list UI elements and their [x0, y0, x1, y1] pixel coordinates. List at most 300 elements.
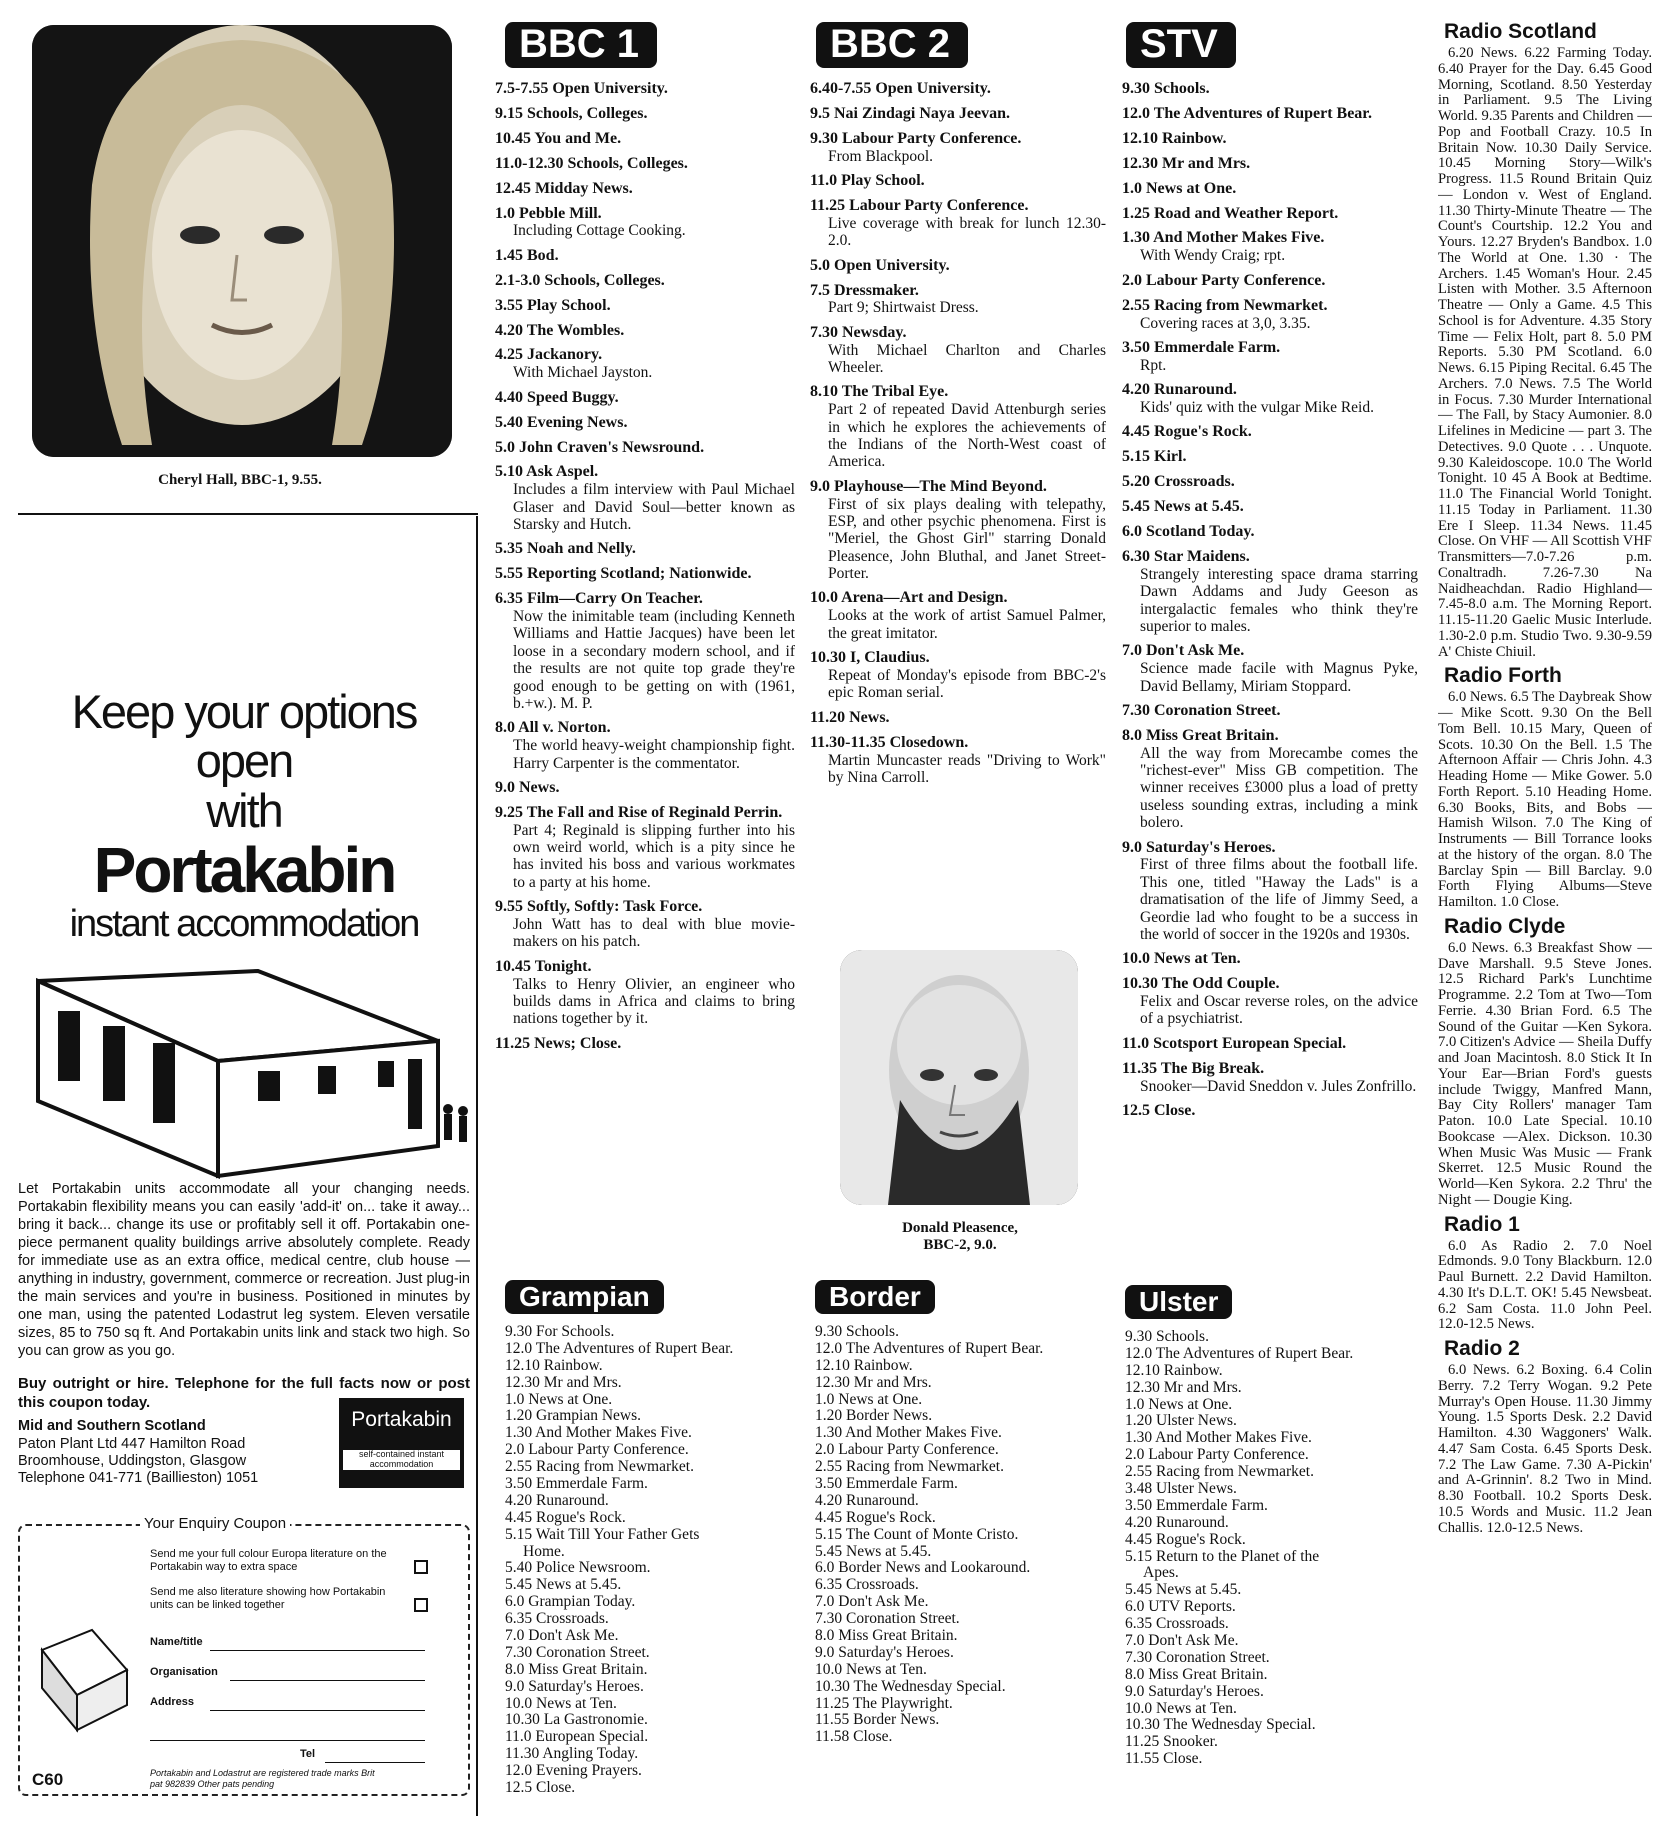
- programme-description: John Watt has to deal with blue movie-makers on his patch.: [513, 916, 795, 951]
- programme-title: 4.25 Jackanory.: [495, 346, 603, 364]
- ulster-line: 7.30 Coronation Street.: [1125, 1648, 1270, 1666]
- bbc1-programme: [495, 565, 795, 583]
- bbc1-programme: [495, 463, 795, 533]
- programme-description: Part 2 of repeated David Attenburgh series in which he explores the achievements of the Indians of the North-West coast of America.: [828, 401, 1106, 471]
- programme-title: 6.40-7.55 Open University.: [810, 80, 991, 97]
- stv-listings: [1122, 80, 1418, 1120]
- bbc1-programme: [495, 105, 795, 123]
- coupon-title: Your Enquiry Coupon: [140, 1515, 290, 1532]
- programme-description: Repeat of Monday's episode from BBC-2's epic Roman serial.: [828, 666, 1106, 702]
- border-line: 8.0 Miss Great Britain.: [815, 1627, 958, 1645]
- grampian-line: 8.0 Miss Great Britain.: [505, 1660, 648, 1678]
- programme-title: 2.0 Labour Party Conference.: [1122, 271, 1326, 289]
- bbc1-programme: [495, 439, 795, 457]
- ulster-line: 4.45 Rogue's Rock.: [1125, 1530, 1246, 1548]
- programme-title: 6.30 Star Maidens.: [1122, 547, 1250, 565]
- coupon-organisation-field[interactable]: [230, 1680, 425, 1681]
- border-line: 2.0 Labour Party Conference.: [815, 1441, 999, 1459]
- programme-description: Looks at the work of artist Samuel Palmer, the great imitator.: [828, 607, 1106, 642]
- ulster-line: 1.30 And Mother Makes Five.: [1125, 1429, 1312, 1447]
- grampian-line: 11.0 European Special.: [505, 1728, 649, 1746]
- divider: [18, 513, 478, 515]
- radio-column: [1438, 16, 1652, 1816]
- divider-vertical: [476, 516, 478, 1816]
- ulster-line: 10.30 The Wednesday Special.: [1125, 1716, 1316, 1734]
- radio-station-schedule: 6.0 As Radio 2. 7.0 Noel Edmonds. 9.0 Tony Blackburn. 12.0 Paul Burnett. 2.2 David Hamilton. 4.30 It's D.L.T. OK! 5.45 Newsbeat. 6.2 Sam Costa. 11.0 John Peel. 12.0-12.5 News.: [1438, 1237, 1652, 1333]
- ulster-line: 5.15 Return to the Planet of the: [1125, 1547, 1320, 1565]
- stv-programme: [1122, 105, 1418, 123]
- ulster-line: 5.45 News at 5.45.: [1125, 1581, 1242, 1599]
- coupon-option-1: Send me your full colour Europa literature on the Portakabin way to extra space: [150, 1548, 387, 1574]
- stv-programme: [1122, 473, 1418, 491]
- grampian-line: 5.15 Wait Till Your Father Gets: [505, 1525, 700, 1543]
- bbc1-programme: [495, 80, 795, 98]
- programme-title: 11.0 Play School.: [810, 172, 925, 190]
- border-line: 6.35 Crossroads.: [815, 1576, 919, 1594]
- programme-title: 10.45 Tonight.: [495, 957, 592, 975]
- programme-title: 8.0 Miss Great Britain.: [1122, 726, 1279, 744]
- radio-station-schedule: 6.0 News. 6.3 Breakfast Show — Dave Marshall. 9.5 Steve Jones. 12.5 Richard Park's Lunchtime Programme. 2.2 Tom at Two—Tom Ferrie. 4.30 Brian Ford. 6.5 The Sound of the Guitar —Ken Sykora. 7.0 Citizen's Advice — Sheila Duffy and Joan Macintosh. 8.0 Stick It In Your Ear—Brian Ford's guests include Twiggy, Manfred Mann, Bay City Rollers' manager Tam Paton. 10.0 Late Special. 10.10 Bookcase —Alex. Dickson. 10.30 When Music Was Music — Frank Skerret. 12.5 Music Round the World—Ken Sykora. 2.2 Thru' the Night — Dougie King.: [1438, 939, 1652, 1208]
- programme-title: 8.0 All v. Norton.: [495, 719, 611, 737]
- programme-title: 12.5 Close.: [1122, 1101, 1196, 1119]
- border-line: 4.45 Rogue's Rock.: [815, 1508, 936, 1526]
- bbc2-programme: [810, 709, 1106, 727]
- bbc1-programme: [495, 779, 795, 797]
- border-line: 9.30 Schools.: [815, 1323, 899, 1340]
- ulster-line: 12.0 The Adventures of Rupert Bear.: [1125, 1344, 1354, 1362]
- programme-title: 9.55 Softly, Softly: Task Force.: [495, 898, 703, 916]
- programme-title: 11.25 Labour Party Conference.: [810, 196, 1029, 214]
- ad-headline-with: with: [206, 783, 282, 837]
- programme-title: 1.30 And Mother Makes Five.: [1122, 229, 1325, 247]
- programme-description: With Wendy Craig; rpt.: [1140, 247, 1286, 265]
- border-listings: [815, 1324, 1105, 1746]
- programme-title: 3.50 Emmerdale Farm.: [1122, 338, 1281, 356]
- stv-programme: [1122, 1102, 1418, 1120]
- programme-title: 12.10 Rainbow.: [1122, 129, 1227, 147]
- stv-programme: [1122, 448, 1418, 466]
- programme-description: Live coverage with break for lunch 12.30-2.0.: [828, 214, 1106, 250]
- coupon-option-2: Send me also literature showing how Portakabin units can be linked together: [150, 1586, 386, 1612]
- programme-description: With Michael Charlton and Charles Wheeler.: [828, 341, 1106, 377]
- programme-description: First of six plays dealing with telepathy, ESP, and other psychic phenomena. First is "Meriel, the Ghost Girl" starring Donald Pleasence, John Bluthal, and Janet Street-Porter.: [828, 495, 1106, 583]
- grampian-line: 12.5 Close.: [505, 1779, 576, 1797]
- programme-title: 4.20 Runaround.: [1122, 381, 1237, 399]
- border-line: 11.58 Close.: [815, 1728, 893, 1746]
- grampian-line: 7.0 Don't Ask Me.: [505, 1627, 619, 1645]
- ad-tagline: instant accommodation: [69, 903, 419, 946]
- radio-station-schedule: 6.0 News. 6.5 The Daybreak Show — Mike Scott. 9.30 On the Bell Tom Bell. 10.15 Mary, Queen of Scots. 10.30 On the Bell. 1.5 The Afternoon Affair — Chris John. 4.3 Heading Home — Mike Gower. 5.0 Forth Report. 5.10 Heading Home. 6.30 Books, Bits, and Bobs —Hamish Wilson. 7.0 The King of Instruments — Bill Torrance looks at the history of the organ. 8.0 The Barclay Spin — Bill Barclay. 9.0 Forth Flying Albums—Steve Hamilton. 1.0 Close.: [1438, 689, 1652, 910]
- ulster-line: 12.30 Mr and Mrs.: [1125, 1378, 1242, 1396]
- grampian-line: 6.0 Grampian Today.: [505, 1593, 636, 1611]
- ad-brand: Portakabin: [93, 834, 395, 907]
- coupon-name-label: Name/title: [150, 1636, 203, 1649]
- border-line: 11.55 Border News.: [815, 1711, 940, 1729]
- stv-programme: [1122, 702, 1418, 720]
- grampian-line: 2.0 Labour Party Conference.: [505, 1441, 689, 1459]
- programme-title: 5.45 News at 5.45.: [1122, 498, 1244, 516]
- grampian-line: 3.50 Emmerdale Farm.: [505, 1475, 648, 1493]
- border-line: 4.20 Runaround.: [815, 1491, 919, 1509]
- cheryl-hall-photo: [32, 25, 452, 457]
- programme-title: 11.30-11.35 Closedown.: [810, 733, 969, 751]
- bbc1-programme: [495, 898, 795, 951]
- grampian-line: 4.20 Runaround.: [505, 1491, 609, 1509]
- programme-title: 2.55 Racing from Newmarket.: [1122, 296, 1328, 314]
- bbc2-programme: [810, 589, 1106, 642]
- bbc2-programme: [810, 383, 1106, 470]
- bbc1-programme: [495, 155, 795, 173]
- ulster-line: 3.50 Emmerdale Farm.: [1125, 1496, 1268, 1514]
- coupon-checkbox-1[interactable]: [414, 1560, 428, 1574]
- programme-title: 11.35 The Big Break.: [1122, 1059, 1265, 1077]
- programme-title: 9.0 Saturday's Heroes.: [1122, 838, 1276, 856]
- bbc1-programme: [495, 346, 795, 381]
- stv-programme: [1122, 498, 1418, 516]
- programme-title: 1.0 News at One.: [1122, 179, 1237, 197]
- bbc2-listings: [810, 80, 1106, 786]
- bbc1-programme: [495, 1035, 795, 1053]
- programme-description: Martin Muncaster reads "Driving to Work" by Nina Carroll.: [828, 751, 1106, 786]
- bbc1-programme: [495, 322, 795, 340]
- ad-address-2: Paton Plant Ltd 447 Hamilton Road: [18, 1435, 246, 1452]
- border-line: 7.0 Don't Ask Me.: [815, 1593, 929, 1611]
- programme-title: 8.10 The Tribal Eye.: [810, 383, 949, 401]
- bbc1-programme: [495, 389, 795, 407]
- programme-description: Covering races at 3,0, 3.35.: [1140, 314, 1311, 332]
- grampian-line: 7.30 Coronation Street.: [505, 1643, 650, 1661]
- photo2-caption-line1: Donald Pleasence,: [902, 1220, 1018, 1236]
- stv-programme: [1122, 297, 1418, 332]
- programme-title: 10.45 You and Me.: [495, 129, 622, 147]
- grampian-line: 1.0 News at One.: [505, 1390, 613, 1408]
- border-line: 10.0 News at Ten.: [815, 1660, 927, 1678]
- stv-programme: [1122, 381, 1418, 416]
- programme-title: 1.25 Road and Weather Report.: [1122, 204, 1339, 222]
- bbc1-programme: [495, 804, 795, 891]
- grampian-header: Grampian: [505, 1280, 664, 1314]
- grampian-line: 12.30 Mr and Mrs.: [505, 1373, 622, 1391]
- radio-station-schedule: 6.20 News. 6.22 Farming Today. 6.40 Prayer for the Day. 6.45 Good Morning, Scotland. 8.50 Yesterday in Parliament. 9.5 The Living World. 9.35 Parents and Children — Pop and Football Crazy. 10.5 In Britain Now. 10.30 Daily Service. 10.45 Morning Story—Wilk's Progress. 11.5 Round Britain Quiz — London v. West of England. 11.30 Thirty-Minute Theatre — The Count's Courtship. 12.2 You and Yours. 12.27 Bryden's Bandbox. 1.0 The World at One. 1.30 · The Archers. 1.45 Woman's Hour. 2.45 Listen with Mother. 3.5 Afternoon Theatre — Only a Game. 4.5 This School is for Adventure. 4.35 Story Time — Felix Holt, part 8. 5.0 PM Reports. 5.30 PM Scotland. 6.0 News. 6.15 Piping Recital. 6.45 The Archers. 7.0 News. 7.5 The World in Focus. 7.30 Murder International — The Fall, by Stacy Aumonier. 8.0 Lifelines in Medicine — part 3. The Detectives. 9.0 Quote . . . Unquote. 9.30 Kaleidoscope. 10.0 The World Tonight. 10 45 A Book at Bedtime. 11.0 The Financial World Tonight. 11.15 Today in Parliament. 11.30 Ere I Sleep. 11.34 News. 11.45 Close. On VHF — All Scottish VHF Transmitters—7.0-7.26 p.m. Conaltradh. 7.26-7.30 Na Naidheachdan. Radio Highland—7.45-8.0 a.m. The Morning Report. 11.15-11.20 Gaelic Music Interlude. 1.30-2.0 p.m. Studio Two. 9.30-9.59 A' Chiste Chiuil.: [1438, 45, 1652, 660]
- stv-programme: [1122, 839, 1418, 944]
- border-line: 10.30 The Wednesday Special.: [815, 1677, 1006, 1695]
- stv-programme: [1122, 423, 1418, 441]
- stv-programme: [1122, 205, 1418, 223]
- ulster-line: 2.55 Racing from Newmarket.: [1125, 1463, 1314, 1481]
- coupon-checkbox-2[interactable]: [414, 1598, 428, 1612]
- border-line: 1.20 Border News.: [815, 1407, 933, 1425]
- border-line: 7.30 Coronation Street.: [815, 1610, 960, 1628]
- coupon-illustration: [32, 1610, 132, 1760]
- bbc1-programme: [495, 958, 795, 1028]
- grampian-line: 10.0 News at Ten.: [505, 1694, 617, 1712]
- grampian-line: 10.30 La Gastronomie.: [505, 1711, 648, 1729]
- bbc2-programme: [810, 324, 1106, 377]
- grampian-line: 1.30 And Mother Makes Five.: [505, 1424, 692, 1442]
- coupon-tel-field[interactable]: [325, 1762, 425, 1763]
- bbc1-column: [495, 22, 795, 1262]
- ulster-line: 11.25 Snooker.: [1125, 1733, 1218, 1751]
- grampian-line: 5.40 Police Newsroom.: [505, 1559, 651, 1577]
- programme-title: 9.15 Schools, Colleges.: [495, 104, 648, 122]
- ad-cta: Buy outright or hire. Telephone for the full facts now or post this coupon today.: [18, 1375, 470, 1411]
- programme-title: 5.20 Crossroads.: [1122, 473, 1235, 491]
- programme-title: 4.45 Rogue's Rock.: [1122, 423, 1252, 441]
- ulster-line: 3.48 Ulster News.: [1125, 1480, 1237, 1498]
- programme-title: 4.40 Speed Buggy.: [495, 388, 619, 406]
- bbc2-column: [810, 22, 1106, 922]
- programme-title: 9.0 News.: [495, 778, 560, 796]
- border-line: 12.10 Rainbow.: [815, 1356, 913, 1374]
- stv-programme: [1122, 523, 1418, 541]
- border-line: 1.30 And Mother Makes Five.: [815, 1424, 1002, 1442]
- portakabin-illustration: [18, 951, 470, 1181]
- programme-title: 5.10 Ask Aspel.: [495, 463, 599, 481]
- programme-description: Rpt.: [1140, 356, 1167, 374]
- programme-description: Now the inimitable team (including Kenneth Williams and Hattie Jacques) have been let loose in a secondary modern school, and if the results are not quite top grade they're good enough to be getting on with (1961, b.+w.). M. P.: [513, 608, 795, 712]
- stv-programme: [1122, 130, 1418, 148]
- programme-title: 9.0 Playhouse—The Mind Beyond.: [810, 477, 1047, 495]
- border-line: 2.55 Racing from Newmarket.: [815, 1458, 1004, 1476]
- programme-title: 10.0 News at Ten.: [1122, 950, 1241, 968]
- radio-station-title: Radio 1: [1444, 1212, 1520, 1236]
- programme-description: Snooker—David Sneddon v. Jules Zonfrillo.: [1140, 1077, 1417, 1095]
- bbc1-programme: [495, 247, 795, 265]
- stv-header: STV: [1126, 22, 1236, 68]
- radio-station-title: Radio Clyde: [1444, 914, 1566, 938]
- ad-contact: [18, 1408, 470, 1510]
- coupon-address-field-2[interactable]: [150, 1740, 425, 1741]
- logo-sub: self-contained instant accommodation: [343, 1450, 460, 1470]
- stv-programme: [1122, 80, 1418, 98]
- programme-description: From Blackpool.: [828, 147, 934, 165]
- coupon-address-label: Address: [150, 1696, 195, 1709]
- programme-title: 11.20 News.: [810, 708, 890, 726]
- ulster-line: 2.0 Labour Party Conference.: [1125, 1446, 1309, 1464]
- coupon-organisation-label: Organisation: [150, 1666, 218, 1679]
- enquiry-coupon: [18, 1515, 470, 1796]
- programme-title: 3.55 Play School.: [495, 296, 611, 314]
- grampian-line: Home.: [523, 1542, 565, 1560]
- programme-description: Part 4; Reginald is slipping further into his own weird world, which is a pity since he has invited his boss and various workmates to a party at his home.: [513, 821, 795, 891]
- ulster-line: 1.0 News at One.: [1125, 1395, 1233, 1413]
- photo2-caption: [830, 1220, 1090, 1255]
- ulster-line: 4.20 Runaround.: [1125, 1513, 1229, 1531]
- bbc1-programme: [495, 205, 795, 240]
- border-column: [815, 1280, 1105, 1810]
- programme-title: 5.0 John Craven's Newsround.: [495, 438, 705, 456]
- programme-description: Including Cottage Cooking.: [513, 222, 686, 240]
- ulster-line: 9.30 Schools.: [1125, 1328, 1209, 1345]
- programme-description: All the way from Morecambe comes the "richest-ever" Miss GB competition. The winner receives £3000 plus a load of pretty useless sounding extras, including a mink bolero.: [1140, 744, 1418, 832]
- programme-title: 7.30 Newsday.: [810, 323, 907, 341]
- bbc1-programme: [495, 719, 795, 772]
- programme-description: The world heavy-weight championship fight. Harry Carpenter is the commentator.: [513, 737, 795, 772]
- ad-body: Let Portakabin units accommodate all your changing needs. Portakabin flexibility means you can easily 'add-it' on... take it away... bring it back... change its use or profitably sell it off. Portakabin one-piece permanent quality buildings arrive absolutely complete. Ready for immediate use as an extra office, medical centre, club house — anything in industry, government, commerce or recreation. Just plug-in the main services and you're in business. Positioned in minutes by one man, using the patented Lodastrut leg system. Eleven versatile sizes, 85 to 750 sq ft. And Portakabin units link and stack two high. So you can grow as you go.: [18, 1181, 470, 1360]
- programme-title: 12.0 The Adventures of Rupert Bear.: [1122, 104, 1372, 122]
- programme-title: 7.5-7.55 Open University.: [495, 80, 668, 97]
- grampian-line: 1.20 Grampian News.: [505, 1407, 642, 1425]
- ulster-line: 7.0 Don't Ask Me.: [1125, 1632, 1239, 1650]
- ulster-listings: [1125, 1329, 1420, 1768]
- bbc2-header: BBC 2: [816, 22, 968, 68]
- programme-title: 6.35 Film—Carry On Teacher.: [495, 590, 703, 608]
- ulster-line: 6.35 Crossroads.: [1125, 1615, 1229, 1633]
- portakabin-advert: [18, 517, 470, 1813]
- programme-title: 1.45 Bod.: [495, 246, 559, 264]
- bbc2-programme: [810, 80, 1106, 98]
- programme-title: 5.55 Reporting Scotland; Nationwide.: [495, 565, 752, 583]
- photo-caption: Cheryl Hall, BBC-1, 9.55.: [158, 472, 322, 488]
- grampian-line: 6.35 Crossroads.: [505, 1610, 609, 1628]
- border-line: 5.45 News at 5.45.: [815, 1542, 932, 1560]
- programme-title: 2.1-3.0 Schools, Colleges.: [495, 271, 665, 289]
- ulster-line: 6.0 UTV Reports.: [1125, 1598, 1236, 1616]
- stv-programme: [1122, 642, 1418, 695]
- stv-programme: [1122, 548, 1418, 635]
- programme-title: 12.30 Mr and Mrs.: [1122, 154, 1251, 172]
- ad-headline: Keep your options open: [71, 685, 417, 788]
- ulster-header: Ulster: [1125, 1285, 1232, 1319]
- bbc1-header: BBC 1: [505, 22, 657, 68]
- border-line: 1.0 News at One.: [815, 1390, 923, 1408]
- coupon-name-field[interactable]: [210, 1650, 425, 1651]
- stv-programme: [1122, 155, 1418, 173]
- programme-title: 9.30 Schools.: [1122, 80, 1210, 97]
- bbc1-programme: [495, 297, 795, 315]
- bbc1-programme: [495, 180, 795, 198]
- programme-title: 5.40 Evening News.: [495, 413, 628, 431]
- bbc2-programme: [810, 172, 1106, 190]
- photo2-caption-line2: BBC-2, 9.0.: [923, 1237, 997, 1254]
- grampian-line: 2.55 Racing from Newmarket.: [505, 1458, 694, 1476]
- ad-address-1: Mid and Southern Scotland: [18, 1418, 206, 1435]
- bbc2-programme: [810, 649, 1106, 702]
- programme-title: 9.25 The Fall and Rise of Reginald Perrin.: [495, 803, 783, 821]
- programme-title: 5.0 Open University.: [810, 256, 950, 274]
- grampian-line: 9.30 For Schools.: [505, 1323, 615, 1340]
- programme-description: Part 9; Shirtwaist Dress.: [828, 299, 979, 317]
- grampian-listings: [505, 1324, 795, 1797]
- grampian-line: 12.0 The Adventures of Rupert Bear.: [505, 1339, 734, 1357]
- border-line: 9.0 Saturday's Heroes.: [815, 1643, 954, 1661]
- stv-programme: [1122, 229, 1418, 264]
- programme-description: Science made facile with Magnus Pyke, David Bellamy, Miriam Stoppard.: [1140, 660, 1418, 695]
- programme-title: 5.35 Noah and Nelly.: [495, 540, 636, 558]
- programme-title: 10.30 The Odd Couple.: [1122, 975, 1280, 993]
- left-column: [0, 0, 478, 1822]
- stv-programme: [1122, 727, 1418, 832]
- bbc1-programme: [495, 590, 795, 712]
- programme-description: Includes a film interview with Paul Michael Glaser and David Soul—better known as Starsky and Hutch.: [513, 481, 795, 534]
- programme-description: Kids' quiz with the vulgar Mike Reid.: [1140, 399, 1374, 417]
- border-line: 12.0 The Adventures of Rupert Bear.: [815, 1339, 1044, 1357]
- programme-title: 6.0 Scotland Today.: [1122, 523, 1255, 541]
- coupon-tel-label: Tel: [300, 1748, 316, 1761]
- programme-title: 9.5 Nai Zindagi Naya Jeevan.: [810, 104, 1011, 122]
- bbc1-programme: [495, 130, 795, 148]
- ulster-line: 8.0 Miss Great Britain.: [1125, 1665, 1268, 1683]
- programme-title: 7.5 Dressmaker.: [810, 281, 919, 299]
- stv-programme: [1122, 180, 1418, 198]
- ulster-line: 9.0 Saturday's Heroes.: [1125, 1682, 1264, 1700]
- programme-description: Felix and Oscar reverse roles, on the advice of a psychiatrist.: [1140, 993, 1418, 1028]
- stv-programme: [1122, 950, 1418, 968]
- programme-title: 10.30 I, Claudius.: [810, 649, 930, 667]
- stv-programme: [1122, 272, 1418, 290]
- grampian-line: 9.0 Saturday's Heroes.: [505, 1677, 644, 1695]
- programme-title: 10.0 Arena—Art and Design.: [810, 589, 1008, 607]
- stv-programme: [1122, 1035, 1418, 1053]
- programme-title: 11.0 Scotsport European Special.: [1122, 1034, 1347, 1052]
- border-line: 11.25 The Playwright.: [815, 1694, 953, 1712]
- grampian-line: 12.0 Evening Prayers.: [505, 1762, 642, 1780]
- programme-title: 1.0 Pebble Mill.: [495, 204, 602, 222]
- bbc2-programme: [810, 105, 1106, 123]
- border-header: Border: [815, 1280, 935, 1314]
- programme-title: 12.45 Midday News.: [495, 179, 633, 197]
- coupon-code: C60: [32, 1770, 64, 1790]
- programme-title: 7.0 Don't Ask Me.: [1122, 642, 1245, 660]
- bbc1-programme: [495, 272, 795, 290]
- border-line: 12.30 Mr and Mrs.: [815, 1373, 932, 1391]
- ad-address-3: Broomhouse, Uddingston, Glasgow: [18, 1452, 247, 1469]
- grampian-line: 11.30 Angling Today.: [505, 1745, 639, 1763]
- ulster-column: [1125, 1285, 1420, 1810]
- donald-pleasence-photo: [840, 950, 1078, 1205]
- coupon-footnote: Portakabin and Lodastrut are registered trade marks Brit pat 982839 Other pats pending: [150, 1768, 375, 1789]
- bbc2-programme: [810, 734, 1106, 787]
- grampian-line: 12.10 Rainbow.: [505, 1356, 603, 1374]
- programme-title: 11.25 News; Close.: [495, 1034, 622, 1052]
- grampian-line: 5.45 News at 5.45.: [505, 1576, 622, 1594]
- border-line: 6.0 Border News and Lookaround.: [815, 1559, 1031, 1577]
- stv-programme: [1122, 339, 1418, 374]
- bbc1-programme: [495, 414, 795, 432]
- ulster-line: 11.55 Close.: [1125, 1750, 1203, 1768]
- ulster-line: 12.10 Rainbow.: [1125, 1361, 1223, 1379]
- radio-station-title: Radio 2: [1444, 1337, 1520, 1360]
- programme-description: First of three films about the football life. This one, titled "Haway the Lads" is a dramatisation of the life of Jimmy Seed, a Geordie lad who fought to be a success in the world of soccer in the 1920s and 1930s.: [1140, 856, 1418, 943]
- radio-station-schedule: 6.0 News. 6.2 Boxing. 6.4 Colin Berry. 7.2 Terry Wogan. 9.2 Pete Murray's Open House. 11.30 Jimmy Young. 1.5 Sports Desk. 2.2 David Hamilton. 4.30 Waggoners' Walk. 4.47 Sam Costa. 6.45 Sports Desk. 7.2 The Law Game. 7.30 A-Pickin' and A-Grinnin'. 8.2 Two in Mind. 8.30 Football. 10.2 Sports Desk. 10.5 Words and Music. 11.2 Jean Challis. 12.0-12.5 News.: [1438, 1362, 1652, 1536]
- stv-programme: [1122, 975, 1418, 1028]
- portakabin-logo: [339, 1398, 464, 1488]
- ulster-line: Apes.: [1143, 1564, 1179, 1582]
- bbc1-programme: [495, 540, 795, 558]
- bbc2-programme: [810, 197, 1106, 250]
- logo-text: Portakabin: [351, 1408, 452, 1432]
- programme-title: 9.30 Labour Party Conference.: [810, 129, 1022, 147]
- bbc2-programme: [810, 257, 1106, 275]
- stv-programme: [1122, 1060, 1418, 1095]
- ad-address-4: Telephone 041-771 (Baillieston) 1051: [18, 1470, 259, 1487]
- radio-station-title: Radio Scotland: [1444, 20, 1597, 43]
- programme-description: Talks to Henry Olivier, an engineer who builds dams in Africa and claims to bring nations together by it.: [513, 975, 795, 1028]
- coupon-address-field[interactable]: [210, 1710, 425, 1711]
- bbc1-listings: [495, 80, 795, 1053]
- programme-description: With Michael Jayston.: [513, 364, 653, 382]
- ulster-line: 10.0 News at Ten.: [1125, 1699, 1237, 1717]
- programme-description: Strangely interesting space drama starring Dawn Addams and Judy Geeson as intergalactic females who think they're superior to males.: [1140, 565, 1418, 635]
- grampian-column: [505, 1280, 795, 1810]
- bbc2-programme: [810, 282, 1106, 317]
- grampian-line: 4.45 Rogue's Rock.: [505, 1508, 626, 1526]
- bbc2-programme: [810, 130, 1106, 165]
- stv-column: [1122, 22, 1418, 1262]
- border-line: 5.15 The Count of Monte Cristo.: [815, 1525, 1019, 1543]
- radio-station-title: Radio Forth: [1444, 664, 1562, 688]
- radio-listings: [1438, 20, 1652, 1536]
